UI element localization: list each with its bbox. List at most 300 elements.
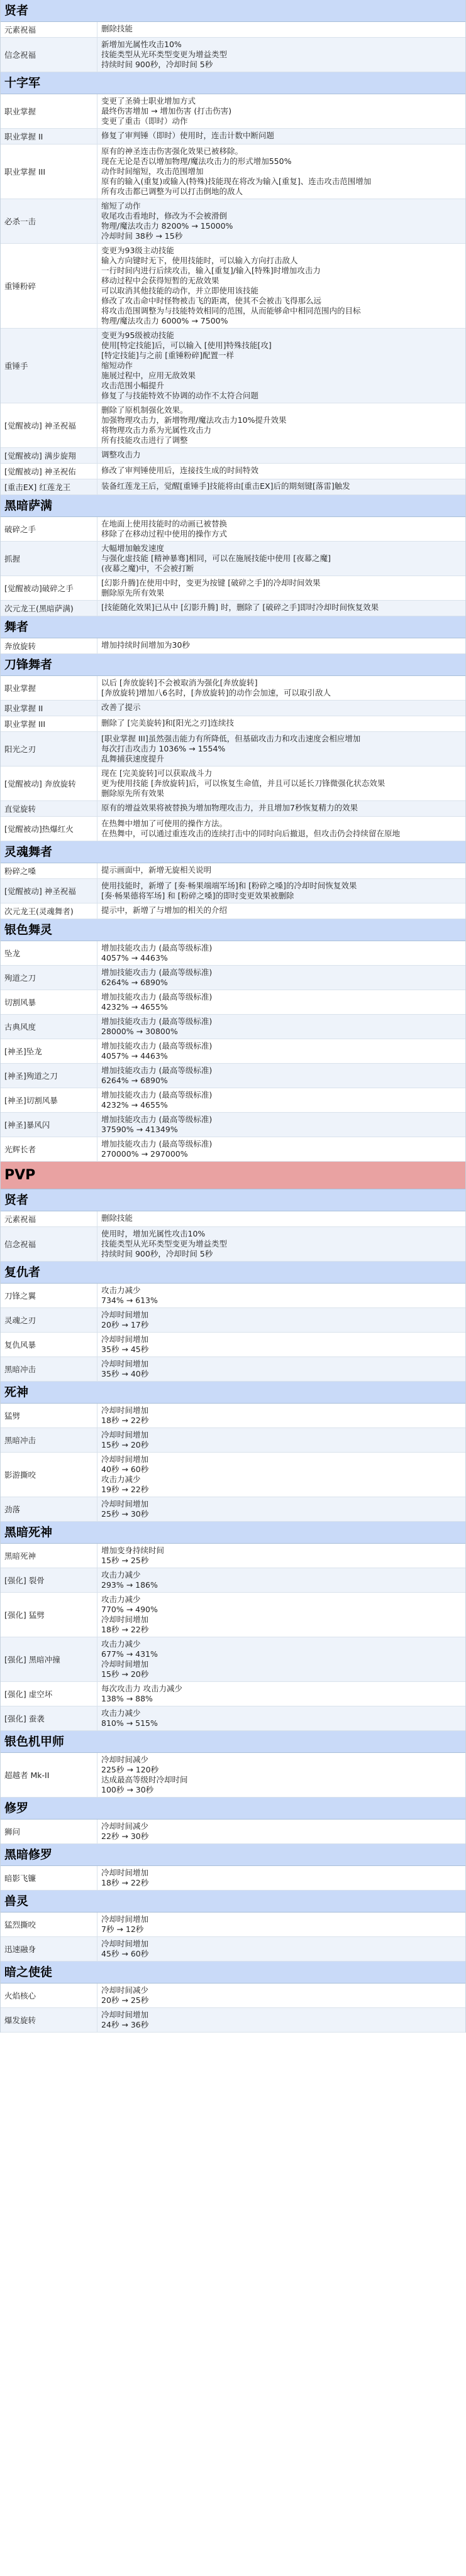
skill-table (1, 1913, 465, 1962)
change-line: [幻影升腾]在使用中时，变更为按键 [破碎之手]的冷却时间效果 (101, 578, 321, 587)
change-line: 删除技能 (101, 24, 133, 33)
change-line: 大幅增加触发速度 (101, 543, 165, 553)
skill-name: [强化] 蚕袭 (1, 1706, 97, 1730)
table-row (1, 2008, 465, 2033)
change-line: 增加技能攻击力 (最高等级标准) (101, 1115, 213, 1124)
skill-name: 猛烈撕咬 (1, 1913, 97, 1936)
change-line: 修复了与技能特效不协调的动作不太符合问题 (101, 391, 259, 400)
skill-name: 灵魂之刃 (1, 1308, 97, 1332)
class-section-heading: 银色舞灵 (1, 919, 465, 941)
table-row (1, 676, 465, 701)
change-line: 冷却时间增加 (101, 1939, 149, 1948)
table-row (1, 244, 465, 329)
class-section-heading: 兽灵 (1, 1891, 465, 1913)
change-description (97, 1706, 465, 1730)
change-line: 在热舞中，可以通过重连攻击的连续打击中的同时向后撤退，但攻击仍会持续留在原地 (101, 829, 401, 838)
change-line: 增加持续时间增加为30秒 (101, 640, 190, 650)
change-line: 冷却时间增加 (101, 2010, 149, 2019)
table-row (1, 1039, 465, 1064)
change-line: 增加技能攻击力 (最高等级标准) (101, 1090, 213, 1100)
table-row (1, 1137, 465, 1162)
table-row (1, 1227, 465, 1262)
table-row (1, 199, 465, 244)
skill-table (1, 1820, 465, 1844)
change-description (97, 941, 465, 965)
change-line: 冷却时间增加 (101, 1914, 149, 1924)
change-line: 20秒 → 17秒 (101, 1320, 149, 1329)
change-line: 冷却时间增加 (101, 1499, 149, 1509)
change-description (97, 638, 465, 653)
change-line: 收尾攻击看地时，修改为不会被滑倒 (101, 211, 228, 221)
change-line: 冷却时间增加 (101, 1310, 149, 1319)
change-line: 技能类型从光环类型变更为增益类型 (101, 50, 228, 59)
change-description (97, 1137, 465, 1161)
change-line: 每次攻击力 攻击力减少 (101, 1684, 182, 1693)
class-section-heading: 黑暗修罗 (1, 1844, 465, 1866)
change-line: 增加技能攻击力 (最高等级标准) (101, 1139, 213, 1149)
change-line: 攻击力减少 (101, 1708, 141, 1718)
table-row (1, 732, 465, 767)
skill-name: 猛劈 (1, 1404, 97, 1427)
table-row (1, 1333, 465, 1357)
class-section-heading: 十字军 (1, 72, 465, 94)
class-section-heading: 修罗 (1, 1798, 465, 1820)
skill-name: 影游撕咬 (1, 1453, 97, 1497)
skill-table (1, 1284, 465, 1382)
change-line: 138% → 88% (101, 1694, 153, 1703)
change-line: 修改了审判锤使用后，连接技生成的时间特效 (101, 466, 259, 475)
skill-name: 光辉长者 (1, 1137, 97, 1161)
change-line: 冷却时间增加 (101, 1405, 149, 1415)
skill-name: [神圣]坠龙 (1, 1039, 97, 1063)
change-description (97, 1333, 465, 1356)
skill-name: 黑暗死神 (1, 1544, 97, 1568)
change-line: 18秒 → 22秒 (101, 1878, 149, 1887)
change-description (97, 1593, 465, 1637)
change-line: 28000% → 30800% (101, 1027, 178, 1036)
skill-table (1, 1211, 465, 1262)
skill-name: 黑暗冲击 (1, 1428, 97, 1452)
change-description (97, 22, 465, 37)
class-section-heading: 贤者 (1, 0, 465, 22)
table-row (1, 329, 465, 403)
change-line: 15秒 → 20秒 (101, 1669, 149, 1679)
change-description (97, 601, 465, 616)
change-line: 移除了在移动过程中使用的操作方式 (101, 529, 228, 538)
skill-name: 信念祝福 (1, 1227, 97, 1261)
change-line: 冷却时间 38秒 → 15秒 (101, 231, 183, 241)
skill-name: [神圣]暴风闪 (1, 1113, 97, 1137)
table-row (1, 1568, 465, 1593)
skill-name: 信念祝福 (1, 38, 97, 72)
change-line: 每次打击攻击力 1036% → 1554% (101, 744, 226, 753)
change-line: 15秒 → 25秒 (101, 1556, 149, 1565)
change-line: 293% → 186% (101, 1580, 158, 1590)
change-line: 删除了 [完美旋转]和[阳光之刃]连续技 (101, 718, 234, 728)
change-description (97, 2008, 465, 2032)
change-line: 删除原先所有效果 (101, 588, 165, 598)
change-description (97, 517, 465, 541)
change-line: 所有技能攻击进行了调整 (101, 435, 188, 445)
class-section-heading: 黑暗萨满 (1, 495, 465, 517)
change-description (97, 1284, 465, 1307)
change-line: 移动过程中会获得短暂的无敌效果 (101, 276, 219, 285)
change-description (97, 244, 465, 328)
skill-name: 直觉旋转 (1, 801, 97, 816)
change-line: 调整攻击力 (101, 450, 141, 459)
change-line: 删除原先所有效果 (101, 789, 165, 798)
change-description (97, 1544, 465, 1568)
change-line: 动作时间缩短，攻击范围增加 (101, 166, 204, 176)
change-line: 35秒 → 40秒 (101, 1369, 149, 1378)
table-row (1, 1753, 465, 1798)
change-line: 37590% → 41349% (101, 1125, 178, 1134)
change-description (97, 903, 465, 919)
change-line: 677% → 431% (101, 1649, 158, 1659)
change-line: 增加变身持续时间 (101, 1546, 165, 1555)
change-line: 使用[特定技能]后，可以输入 [使用]特殊技能[攻] (101, 341, 272, 350)
table-row (1, 1820, 465, 1844)
change-line: 加强物理攻击力，新增物理/魔法攻击力10%提升效果 (101, 415, 287, 425)
skill-name: 职业掌握 (1, 676, 97, 700)
change-line: 修复了审判锤（即时）使用时，连击计数中断问题 (101, 131, 275, 140)
change-line: 原有的神圣连击伤害强化效果已被移除。 (101, 146, 243, 156)
change-description (97, 1404, 465, 1427)
change-line: 4232% → 4655% (101, 1002, 168, 1012)
change-description (97, 403, 465, 447)
skill-name: 职业掌握 II (1, 701, 97, 716)
skill-name: [神圣]切割风暴 (1, 1088, 97, 1112)
skill-table (1, 517, 465, 616)
change-line: 35秒 → 45秒 (101, 1345, 149, 1354)
table-row (1, 1284, 465, 1308)
skill-name: 刀锋之翼 (1, 1284, 97, 1307)
skill-name: 超越者 Mk-II (1, 1753, 97, 1797)
change-description (97, 990, 465, 1014)
skill-table (1, 941, 465, 1162)
table-row (1, 863, 465, 879)
change-line: 270000% → 297000% (101, 1149, 188, 1159)
change-description (97, 464, 465, 479)
skill-name: 次元龙王(灵魂舞者) (1, 903, 97, 919)
change-description (97, 1753, 465, 1797)
table-row (1, 716, 465, 732)
table-row (1, 1113, 465, 1137)
skill-name: 古典风度 (1, 1015, 97, 1039)
skill-name: [觉醒被动] 神圣祝福 (1, 403, 97, 447)
change-description (97, 199, 465, 243)
change-description (97, 1227, 465, 1261)
table-row (1, 801, 465, 817)
table-row (1, 403, 465, 448)
skill-table (1, 1404, 465, 1522)
change-description (97, 1497, 465, 1521)
skill-name: 职业掌握 (1, 94, 97, 128)
change-line: 攻击力减少 (101, 1285, 141, 1295)
table-row (1, 479, 465, 495)
skill-name: 暗影飞镰 (1, 1866, 97, 1890)
skill-table (1, 638, 465, 654)
change-line: 技能类型从光环类型变更为增益类型 (101, 1239, 228, 1248)
change-description (97, 1064, 465, 1088)
skill-name: 阳光之刃 (1, 732, 97, 766)
change-description (97, 732, 465, 766)
change-description (97, 1039, 465, 1063)
skill-name: [觉醒被动] 满步旋翔 (1, 448, 97, 463)
skill-name: [强化] 裂骨 (1, 1568, 97, 1592)
change-line: 810% → 515% (101, 1718, 158, 1728)
change-description (97, 1866, 465, 1890)
skill-name: 元素祝福 (1, 22, 97, 37)
skill-table (1, 863, 465, 919)
change-description (97, 1357, 465, 1381)
change-line: 以后 [奔放旋转]不会被取消为强化[奔放旋转] (101, 678, 258, 687)
change-description (97, 863, 465, 878)
skill-table (1, 1984, 465, 2033)
skill-name: 职业掌握 III (1, 716, 97, 731)
change-line: 20秒 → 25秒 (101, 1995, 149, 2005)
change-description (97, 576, 465, 600)
table-row (1, 903, 465, 919)
change-line: 6264% → 6890% (101, 978, 168, 987)
table-row (1, 1308, 465, 1333)
table-row (1, 817, 465, 841)
table-row (1, 1593, 465, 1637)
change-line: 删除技能 (101, 1213, 133, 1223)
skill-name: 狮问 (1, 1820, 97, 1843)
change-description (97, 1113, 465, 1137)
change-line: 4057% → 4463% (101, 1051, 168, 1061)
change-description (97, 1913, 465, 1936)
change-line: 乱舞捕获速度提升 (101, 754, 165, 763)
skill-name: [强化] 黑暗冲撞 (1, 1637, 97, 1681)
change-description (97, 1088, 465, 1112)
table-row (1, 22, 465, 38)
class-section-heading: 黑暗死神 (1, 1522, 465, 1544)
skill-name: [强化] 虚空坏 (1, 1682, 97, 1706)
change-description (97, 542, 465, 576)
skill-name: 破碎之手 (1, 517, 97, 541)
table-row (1, 1984, 465, 2008)
change-line: 770% → 490% (101, 1605, 158, 1614)
change-line: 22秒 → 30秒 (101, 1831, 149, 1841)
table-row (1, 1937, 465, 1962)
table-row (1, 638, 465, 654)
change-line: 24秒 → 36秒 (101, 2020, 149, 2029)
change-line: 攻击力减少 (101, 1475, 141, 1484)
change-line: 物理/魔法攻击力 8200% → 15000% (101, 221, 233, 231)
change-line: 可以取消其他技能的动作，并立即使用该技能 (101, 286, 259, 295)
change-description (97, 1428, 465, 1452)
change-line: [职业掌握 III]虽然强击能力有所降低，但基础攻击力和攻击速度会相应增加 (101, 734, 361, 743)
change-line: 100秒 → 30秒 (101, 1785, 154, 1794)
change-line: 与强化虚技能 [精神暴骞]相同，可以在施展技能中使用 [夜幕之魔] (101, 554, 331, 563)
class-section-heading: 银色机甲师 (1, 1731, 465, 1753)
change-description (97, 1568, 465, 1592)
change-line: 增加技能攻击力 (最高等级标准) (101, 1041, 213, 1051)
change-line: 攻击范围小幅提升 (101, 381, 165, 390)
change-description (97, 701, 465, 716)
change-description (97, 1937, 465, 1961)
table-row (1, 990, 465, 1015)
skill-table (1, 676, 465, 841)
skill-name: 重锤粉碎 (1, 244, 97, 328)
change-description (97, 145, 465, 199)
table-row (1, 464, 465, 479)
skill-name: 爆发旋转 (1, 2008, 97, 2032)
change-line: 所有攻击都已调整为可以打击倒地的敌人 (101, 187, 243, 196)
change-description (97, 767, 465, 800)
change-description (97, 94, 465, 128)
change-description (97, 1015, 465, 1039)
skill-name: 次元龙王(黑暗萨满) (1, 601, 97, 616)
skill-name: [强化] 猛劈 (1, 1593, 97, 1637)
table-row (1, 966, 465, 990)
table-row (1, 1404, 465, 1428)
change-line: 原有的增益效果将被替换为增加物理攻击力，并且增加7秒恢复精力的效果 (101, 803, 358, 812)
table-row (1, 576, 465, 601)
change-line: 225秒 → 120秒 (101, 1765, 159, 1774)
change-line: 变更了重击（即时）动作 (101, 116, 188, 126)
change-description (97, 1820, 465, 1843)
table-row (1, 94, 465, 129)
skill-name: 劲落 (1, 1497, 97, 1521)
class-section-heading: 舞者 (1, 616, 465, 638)
change-line: 变更为95级被动技能 (101, 330, 174, 340)
change-description (97, 479, 465, 494)
table-row (1, 701, 465, 716)
class-section-heading: 灵魂舞者 (1, 841, 465, 863)
change-line: 变更了圣骑士职业增加方式 (101, 96, 196, 106)
class-section-heading: 暗之使徒 (1, 1962, 465, 1984)
skill-name: [觉醒被动]破碎之手 (1, 576, 97, 600)
skill-name: [觉醒被动] 奔放旋转 (1, 767, 97, 800)
table-row (1, 1088, 465, 1113)
skill-name: 殉道之刀 (1, 966, 97, 990)
change-line: 增加技能攻击力 (最高等级标准) (101, 968, 213, 977)
change-line: 持续时间 900秒，冷却时间 5秒 (101, 60, 213, 69)
change-line: 使用时，增加光属性攻击10% (101, 1229, 206, 1238)
table-row (1, 1064, 465, 1088)
change-line: [技能随化效果]已从中 [幻影升腾] 时，删除了 [破碎之手]即时冷却时间恢复效果 (101, 603, 379, 612)
change-line: 冷却时间增加 (101, 1454, 149, 1464)
change-line: 冷却时间增加 (101, 1868, 149, 1877)
change-line: 现在 [完美旋转]可以获取战斗力 (101, 768, 213, 778)
change-line: 原有的输入(重复)或输入(特殊)技能现在将改为输入[重复]、连击攻击范围增加 (101, 177, 372, 186)
change-line: 冷却时间减少 (101, 1985, 149, 1995)
change-line: 最终伤害增加 → 增加伤害 (打击伤害) (101, 106, 232, 116)
skill-name: [觉醒被动]热爆红火 (1, 817, 97, 841)
skill-name: [神圣]殉道之刀 (1, 1064, 97, 1088)
table-row (1, 1544, 465, 1568)
change-line: 输入方向键时无下，使用技能时，可以输入方向打击敌人 (101, 256, 298, 265)
table-row (1, 1866, 465, 1891)
pvp-divider-heading: PVP (1, 1162, 465, 1189)
skill-name: 职业掌握 III (1, 145, 97, 199)
table-row (1, 1453, 465, 1497)
change-line: 变更为93级主动技能 (101, 246, 174, 255)
skill-table (1, 1544, 465, 1731)
change-line: 4232% → 4655% (101, 1100, 168, 1110)
skill-name: 切割风暴 (1, 990, 97, 1014)
table-row (1, 1637, 465, 1682)
change-line: 45秒 → 60秒 (101, 1949, 149, 1958)
change-line: 使用技能时，新增了 [奏·畅果端端军场]和 [粉碎之嗓]的冷却时间恢复效果 (101, 881, 357, 890)
skill-table (1, 1866, 465, 1891)
change-description (97, 38, 465, 72)
change-line: 18秒 → 22秒 (101, 1416, 149, 1425)
table-row (1, 1497, 465, 1522)
change-line: 攻击力减少 (101, 1639, 141, 1649)
class-section-heading: 死神 (1, 1382, 465, 1404)
change-line: 冷却时间增加 (101, 1359, 149, 1368)
table-row (1, 1428, 465, 1453)
class-section-heading: 贤者 (1, 1189, 465, 1211)
change-line: 缩短了动作 (101, 201, 141, 210)
skill-name: 奔放旋转 (1, 638, 97, 653)
change-line: 7秒 → 12秒 (101, 1924, 144, 1934)
change-line: 施展过程中，应用无敌效果 (101, 371, 196, 380)
change-line: 物理/魔法攻击力 6000% → 7500% (101, 316, 228, 325)
skill-table (1, 94, 465, 495)
change-line: 冷却时间减少 (101, 1755, 149, 1764)
change-line: 装备红莲龙王后，觉醒[重锤手]技能将由[重击EX]后的期刻键[落雷]触发 (101, 481, 350, 491)
skill-name: 火焰核心 (1, 1984, 97, 2007)
change-line: 40秒 → 60秒 (101, 1465, 149, 1474)
change-line: 将攻击范围调整为与技能特效相同的范围，从而能够命中相同范围内的目标 (101, 306, 361, 315)
change-line: 增加技能攻击力 (最高等级标准) (101, 992, 213, 1001)
skill-name: 迅速融身 (1, 1937, 97, 1961)
change-line: 提示中，新增了与增加的相关的介绍 (101, 905, 228, 915)
table-row (1, 879, 465, 903)
skill-name: [觉醒被动] 神圣祝福 (1, 879, 97, 903)
change-line: 新增加光属性攻击10% (101, 40, 182, 49)
change-line: 删除了原机制强化效果。 (101, 405, 188, 415)
table-row (1, 767, 465, 801)
change-line: [奔放旋转]增加八6名时，[奔放旋转]的动作会加速，可以取引敌人 (101, 688, 331, 697)
change-description (97, 329, 465, 403)
skill-table (1, 22, 465, 72)
table-row (1, 1682, 465, 1706)
skill-name: 元素祝福 (1, 1211, 97, 1226)
change-line: 18秒 → 22秒 (101, 1625, 149, 1634)
change-line: 攻击力减少 (101, 1595, 141, 1604)
table-row (1, 448, 465, 464)
skill-name: 重锤手 (1, 329, 97, 403)
change-description (97, 1308, 465, 1332)
change-line: 在地面上使用技能时的动画已被替换 (101, 519, 228, 528)
change-line: [奏·畅果德将军场] 和 [粉碎之嗓]的即时变更效果被删除 (101, 891, 294, 900)
change-line: 15秒 → 20秒 (101, 1440, 149, 1449)
change-line: 冷却时间增加 (101, 1430, 149, 1439)
table-row (1, 1211, 465, 1227)
change-line: 19秒 → 22秒 (101, 1485, 149, 1494)
change-line: 冷却时间增加 (101, 1659, 149, 1669)
skill-name: 必杀一击 (1, 199, 97, 243)
change-description (97, 448, 465, 463)
skill-name: 抓握 (1, 542, 97, 576)
change-line: 改善了提示 (101, 702, 141, 712)
change-line: 冷却时间增加 (101, 1615, 149, 1624)
table-row (1, 601, 465, 616)
change-line: 25秒 → 30秒 (101, 1509, 149, 1519)
change-line: 修改了攻击命中时怪物被击飞的距离，使其不会被击飞得那么远 (101, 296, 322, 305)
class-section-heading: 刀锋舞者 (1, 654, 465, 676)
change-description (97, 1984, 465, 2007)
change-line: 将物理攻击力系为光属性攻击力 (101, 425, 212, 435)
change-line: 4057% → 4463% (101, 953, 168, 963)
change-line: 攻击力减少 (101, 1570, 141, 1580)
